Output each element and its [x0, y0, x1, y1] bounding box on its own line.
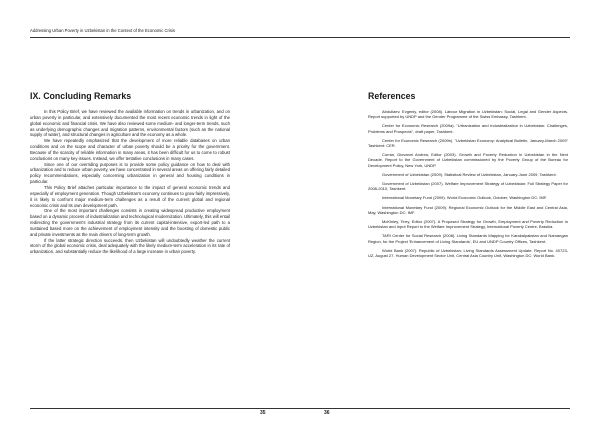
- section-heading: IX. Concluding Remarks: [30, 91, 132, 101]
- body-paragraph: In this Policy Brief, we have reviewed the available information on trends in urbanization, and on urban poverty in particular, and extensively documented the most recent economic trends in light of the global economic and financial crisis. We have also reviewed some medium- and longer-term trends, such as underlying demographic changes and migration patterns, environmental factors (such as the national supply of water), and structural changes in agriculture and the economy as a whole.: [30, 109, 230, 138]
- page-number-left: 35: [260, 410, 266, 416]
- body-paragraph: Since one of our overriding purposes is to provide some policy guidance on how to deal with urbanization and to reduce urban poverty, we have concentrated in several areas on offering fairly detailed policy recommendations, especially concerning urbanization in general and housing conditions in particular.: [30, 161, 230, 185]
- reference-entry: International Monetary Fund (2009). World Economic Outlook, October, Washington DC: IMF.: [382, 195, 547, 201]
- reference-entry: McKinley, Terry, Editor (2007). A Proposed Strategy for Growth, Employment and Poverty Reduction in Uzbekistan and Input Report to the Welfare Improvement Strategy, International Poverty Centre, Brasilia.: [368, 219, 568, 230]
- right-page-column: [368, 91, 568, 262]
- page-number-right: 36: [324, 410, 330, 416]
- body-paragraph: One of the most important challenges consists in creating widespread productive employment based on a dynamic process of industrialization and technological modernization. Ultimately, this will entail redirecting the government's industrial strategy from its current capital-intensive, export-led path to a sustained based more on the achievement of employment intensity and the boosting of domestic public and private investments as the main drivers of long-term growth.: [30, 208, 230, 237]
- reference-entry: TARI Center for Social Research (2008). Living Standards Mapping for Karakalpakstan and Namangan Region, for the Project 'Enhancement of Living Standards', EU and UNDP Country Offices, Tashkent.: [368, 233, 568, 244]
- reference-entry: Cornia, Giovanni Andrea, Editor (2003). Growth and Poverty Reduction in Uzbekistan in the Next Decade. Report to the Government of Uzbekistan commissioned by the Poverty Group of the Bureau for Development Policy, New York, UNDP.: [368, 152, 568, 168]
- body-paragraph: This Policy Brief attaches particular importance to the impact of general economic trends and especially of employment generation. Though Uzbekistan's economy continues to grow fairly impressively, it is likely to confront major medium-term challenges as a result of the current global and regional economic crisis and its own development path.: [30, 184, 230, 208]
- footer-rule: [30, 408, 570, 409]
- reference-entry: Abdullaev, Evgeniy, editor (2008). Labour Migration in Uzbekistan: Social, Legal and Gender Aspects. Report supported by UNDP and the Gender Programme of the Swiss Embassy, Tashkent.: [368, 109, 568, 120]
- reference-entry: Center for Economic Research (2009b). "Uzbekistan Economy: Analytical Bulletin, January-March 2009" Tashkent: CER.: [368, 137, 568, 149]
- reference-entry: International Monetary Fund (2009). Regional Economic Outlook for the Middle East and Central Asia, May, Washington DC: IMF.: [368, 204, 568, 215]
- reference-entry: Government of Uzbekistan (2009). Statistical Review of Uzbekistan, January-June 2009, Tashkent.: [382, 171, 557, 177]
- reference-entry: Government of Uzbekistan (2007). Welfare Improvement Strategy of Uzbekistan: Full Strategy Paper for 2008-2010, Tashkent.: [368, 181, 568, 192]
- body-paragraph: If the latter strategic direction succeeds, then Uzbekistan will undoubtedly weather the current storm of the global economic crisis, deal adequately with the likely medium-term acceleration in its rate of urbanization, and substantially reduce the likelihood of a large increase in urban poverty.: [30, 237, 230, 255]
- body-paragraph: We have repeatedly emphasized that the development of more reliable databases on urban conditions and on the scope and character of urban poverty should be a priority for the government. Because of the scarcity of reliable information in many areas, it has been difficult for us to come to robust conclusions on many key issues. Instead, we offer tentative conclusions in many cases.: [30, 138, 230, 161]
- header-rule: [30, 37, 570, 38]
- reference-entry: Center for Economic Research (2009a). "Urbanization and Industrialization in Uzbekistan: Challenges, Problems and Prospects", draft paper, Tashkent.: [368, 123, 568, 134]
- references-heading: References: [368, 91, 416, 101]
- running-header: Addressing Urban Poverty in Uzbekistan in the Context of the Economic Crisis: [30, 28, 176, 33]
- reference-entry: World Bank (2007). Republic of Uzbekistan: Living Standards Assessment Update. Report No. 40723-UZ, August 27, Human Development Sector Unit, Central Asia Country Unit, Washington DC: World Bank.: [368, 247, 568, 259]
- left-page-column: [30, 91, 230, 255]
